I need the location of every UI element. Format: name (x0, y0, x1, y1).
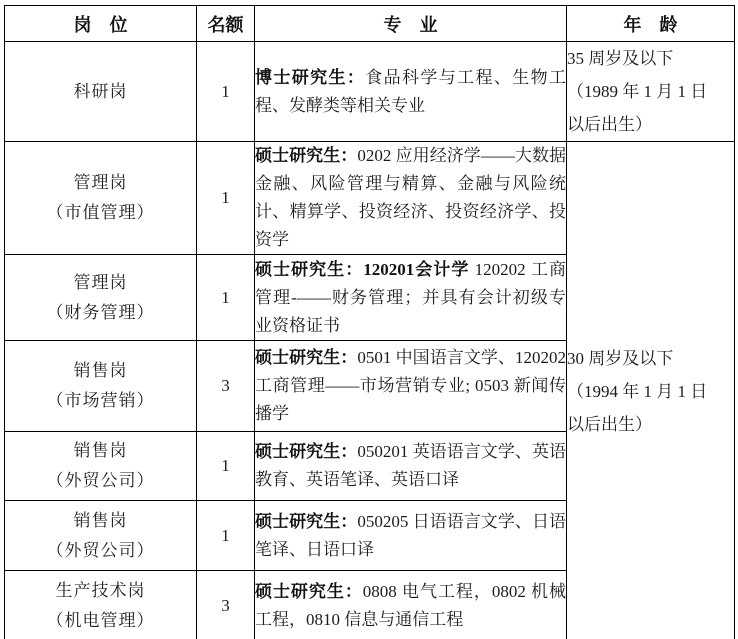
age-cell-30 (567, 142, 735, 639)
age-line: （1989 年 1 月 1 日 (567, 82, 708, 101)
major-text: 120202 工商管理-——财务管理；并具有会计初级专业资格证书 (255, 259, 567, 335)
major-cell (255, 432, 567, 501)
position-line: （市场营销） (46, 391, 155, 410)
degree-label: 硕士研究生： (255, 511, 358, 531)
age-line: 30 周岁及以下 (567, 349, 674, 368)
age-line: 以后出生） (567, 415, 652, 434)
degree-label: 硕士研究生： (255, 348, 358, 367)
major-cell (255, 255, 567, 341)
quota-cell: 1 (197, 255, 255, 341)
position-line: 生产技术岗 (55, 581, 146, 600)
degree-label: 硕士研究生： (255, 582, 363, 601)
age-line: 以后出生） (567, 115, 652, 134)
quota-cell: 1 (197, 42, 255, 142)
major-cell (255, 571, 567, 639)
position-line: （外贸公司） (46, 471, 155, 490)
table-row (5, 142, 735, 255)
degree-label: 硕士研究生： (255, 442, 358, 461)
table-row (5, 42, 735, 142)
position-cell (5, 501, 197, 571)
position-cell (5, 571, 197, 639)
position-line: 销售岗 (73, 441, 128, 460)
header-quota: 名额 (197, 6, 255, 42)
position-line: （财务管理） (46, 302, 155, 322)
age-cell-35 (567, 42, 735, 142)
position-cell (5, 142, 197, 255)
quota-cell: 3 (197, 571, 255, 639)
major-text: 0808 电气工程，0802 机械工程，0810 信息与通信工程 (255, 582, 567, 629)
position-line: （市值管理） (46, 203, 155, 222)
position-line: 管理岗 (73, 272, 128, 292)
position-line: 科研岗 (73, 81, 128, 101)
major-text: 050201 英语语言文学、英语教育、英语笔译、英语口译 (255, 442, 567, 489)
age-line: （1994 年 1 月 1 日 (567, 382, 708, 401)
position-cell (5, 432, 197, 501)
degree-label: 硕士研究生：120201会计学 (255, 259, 470, 279)
major-text: 0501 中国语言文学、120202 工商管理——市场营销专业; 0503 新闻传播学 (255, 348, 567, 423)
header-position: 岗 位 (5, 6, 197, 42)
position-line: 管理岗 (73, 173, 128, 192)
position-line: 销售岗 (73, 361, 128, 380)
position-line: 销售岗 (73, 510, 128, 530)
major-cell (255, 341, 567, 432)
position-cell (5, 255, 197, 341)
recruitment-table (4, 5, 735, 639)
header-major: 专 业 (255, 6, 567, 42)
age-line: 35 周岁及以下 (567, 49, 674, 68)
position-cell (5, 42, 197, 142)
major-cell (255, 142, 567, 255)
position-cell (5, 341, 197, 432)
position-line: （机电管理） (46, 611, 155, 630)
quota-cell: 3 (197, 341, 255, 432)
quota-cell: 1 (197, 142, 255, 255)
major-text: 0202 应用经济学——大数据金融、风险管理与精算、金融与风险统计、精算学、投资经济、投资经济学、投资学 (255, 146, 567, 249)
header-row (5, 6, 735, 42)
quota-cell: 1 (197, 432, 255, 501)
major-text: 食品科学与工程、生物工程、发酵类等相关专业 (255, 67, 566, 115)
header-age: 年 龄 (567, 6, 735, 42)
major-text: 050205 日语语言文学、日语笔译、日语口译 (255, 511, 567, 559)
major-cell (255, 42, 567, 142)
degree-label: 博士研究生： (255, 67, 366, 87)
quota-cell: 1 (197, 501, 255, 571)
position-line: （外贸公司） (46, 540, 155, 560)
degree-label: 硕士研究生： (255, 146, 358, 165)
major-cell (255, 501, 567, 571)
